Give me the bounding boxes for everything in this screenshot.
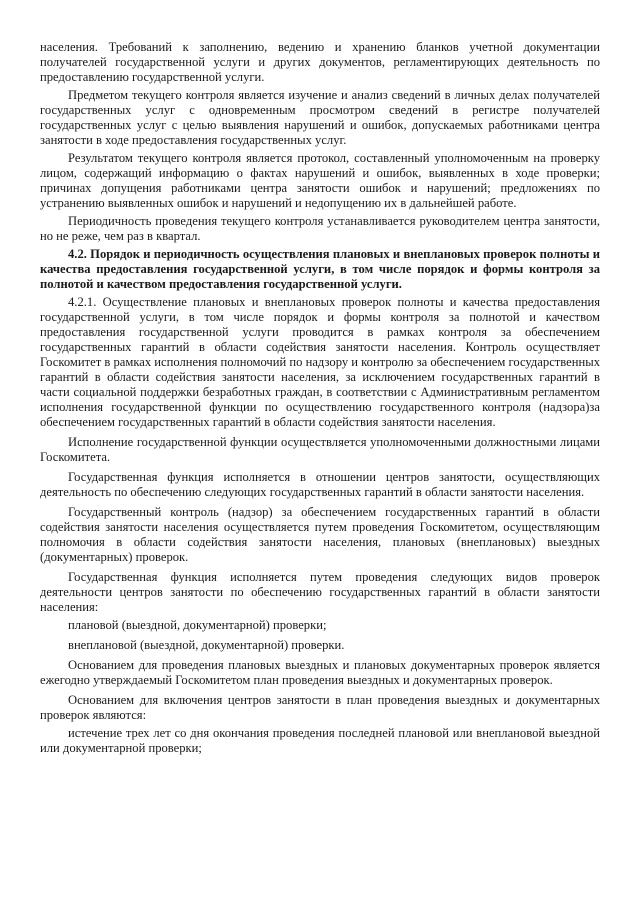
paragraph-control-periodicity: Периодичность проведения текущего контроля устанавливается руководителем центра занятости, но не реже, чем раз в квартал. <box>40 214 600 243</box>
paragraph-4-2-1: 4.2.1. Осуществление плановых и внеплановых проверок полноты и качества предоставления государственной услуги, в том числе порядок и формы контроля за полнотой и качеством предоставления государственной услуги проводится в рамках контроля за обеспечением государственных гарантий в области содействия занятости населения. Контроль осуществляет Госкомитет в рамках исполнения полномочий по надзору и контролю за обеспечением государственных гарантий в области содействия занятости населения, за исключением государственных гарантий в части социальной поддержки безработных граждан, в соответствии с Административным регламентом исполнения государственной функции по осуществлению государственного контроля (надзора)за обеспечением государственных гарантий в области содействия занятости населения. <box>40 295 600 429</box>
paragraph-state-supervision: Государственный контроль (надзор) за обеспечением государственных гарантий в области содействия занятости населения осуществляется путем проведения Госкомитетом, осуществляющим полномочия в области содействия занятости населения, плановых (внеплановых) выездных (документарных) проверок. <box>40 505 600 564</box>
document-body <box>40 40 600 756</box>
paragraph-current-control-subject: Предметом текущего контроля является изучение и анализ сведений в личных делах получателей государственных услуг с одновременным просмотром сведений в регистре получателей государственных услуг с целью выявления нарушений и ошибок, допускаемых работниками центра занятости в ходе предоставления государственных услуг. <box>40 88 600 147</box>
paragraph-inclusion-basis: Основанием для включения центров занятости в план проведения выездных и документарных проверок являются: <box>40 693 600 722</box>
paragraph-current-control-result: Результатом текущего контроля является протокол, составленный уполномоченным на проверку лицом, содержащий информацию о фактах нарушений и ошибок, выявленных в ходе проверки; причинах допущения работниками центра занятости ошибок и нарушений; предложениях по устранению выявленных ошибок и нарушений и недопущению их в дальнейшей работе. <box>40 151 600 210</box>
paragraph-function-executors: Исполнение государственной функции осуществляется уполномоченными должностными лицами Госкомитета. <box>40 435 600 464</box>
list-item-planned-inspection: плановой (выездной, документарной) проверки; <box>68 618 327 632</box>
section-heading-4-2: 4.2. Порядок и периодичность осуществления плановых и внеплановых проверок полноты и качества предоставления государственной услуги, в том числе порядок и формы контроля за полнотой и качеством предоставления государственной услуги. <box>40 247 600 291</box>
paragraph-inspection-types: Государственная функция исполняется путем проведения следующих видов проверок деятельности центров занятости по обеспечению государственных гарантий в области занятости населения: <box>40 570 600 614</box>
list-item-unplanned-inspection: внеплановой (выездной, документарной) проверки. <box>68 638 345 652</box>
paragraph-population-requirements: населения. Требований к заполнению, ведению и хранению бланков учетной документации получателей государственной услуги и других документов, регламентирующих деятельность по предоставлению государственной услуги. <box>40 40 600 84</box>
paragraph-inspection-basis: Основанием для проведения плановых выездных и плановых документарных проверок является ежегодно утверждаемый Госкомитетом план проведения выездных и документарных проверок. <box>40 658 600 687</box>
list-item-three-years: истечение трех лет со дня окончания проведения последней плановой или внеплановой выездной или документарной проверки; <box>40 726 600 755</box>
paragraph-function-scope: Государственная функция исполняется в отношении центров занятости, осуществляющих деятельность по обеспечению следующих государственных гарантий в области занятости населения. <box>40 470 600 499</box>
